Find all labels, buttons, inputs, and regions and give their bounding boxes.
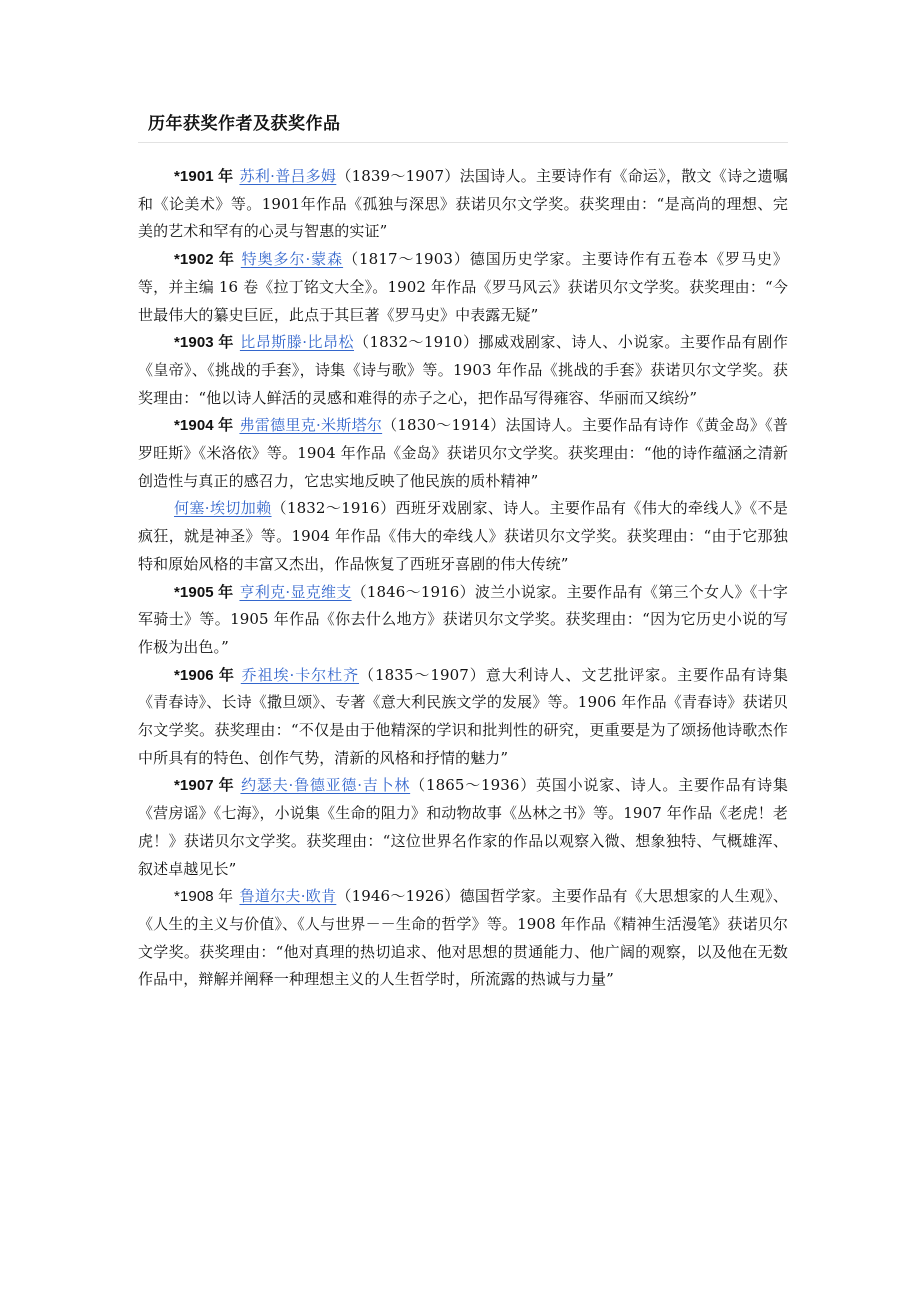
entry-text: （1832～1916）西班牙戏剧家、诗人。主要作品有《伟大的牵线人》《不是疯狂，就是神圣》等。1904 年作品《伟大的牵线人》获诺贝尔文学奖。获奖理由：“由于它那独特和原始风格的丰富又杰出，作品恢复了西班牙喜剧的伟大传统” <box>138 499 788 573</box>
laureate-list <box>138 163 788 994</box>
entry-year: *1905 年 <box>174 583 234 601</box>
laureate-entry-1904 <box>138 412 788 495</box>
entry-text: （1946～1926）德国哲学家。主要作品有《大思想家的人生观》、《人生的主义与价值》、《人与世界－－生命的哲学》等。1908 年作品《精神生活漫笔》获诺贝尔文学奖。获奖理由：“他对真理的热切追求、他对思想的贯通能力、他广阔的观察，以及他在无数作品中，辩解并阐释一种理想主义的人生哲学时，所流露的热诚与力量” <box>138 887 789 989</box>
entry-text: （1832～1910）挪威戏剧家、诗人、小说家。主要作品有剧作《皇帝》、《挑战的手套》，诗集《诗与歌》等。1903 年作品《挑战的手套》获诺贝尔文学奖。获奖理由：“他以诗人鲜活的灵感和难得的赤子之心，把作品写得雍容、华丽而又缤纷” <box>138 333 788 407</box>
entry-year: *1901 年 <box>174 168 234 185</box>
entry-text: （1846～1916）波兰小说家。主要作品有《第三个女人》《十字军骑士》等。1905 年作品《你去什么地方》获诺贝尔文学奖。获奖理由：“因为它历史小说的写作极为出色。” <box>138 582 788 656</box>
author-link[interactable]: 乔祖埃·卡尔杜齐 <box>240 665 360 684</box>
author-link[interactable]: 何塞·埃切加赖 <box>174 499 272 518</box>
entry-year: *1906 年 <box>174 666 235 684</box>
author-link[interactable]: 亨利克·显克维支 <box>239 582 352 601</box>
laureate-entry-1906 <box>138 662 788 773</box>
author-link[interactable]: 弗雷德里克·米斯塔尔 <box>239 416 383 435</box>
entry-year: *1904 年 <box>174 417 234 435</box>
entry-text: （1835～1907）意大利诗人、文艺批评家。主要作品有诗集《青春诗》、长诗《撒旦颂》、专著《意大利民族文学的发展》等。1906 年作品《青春诗》获诺贝尔文学奖。获奖理由：“不仅是由于他精深的学识和批判性的研究，更重要是为了颂扬他诗歌杰作中所具有的特色、创作气势，清新的风格和抒情的魅力” <box>138 665 788 767</box>
author-link[interactable]: 特奥多尔·蒙森 <box>240 250 344 269</box>
entry-text: （1839～1907）法国诗人。主要诗作有《命运》，散文《诗之遗嘱和《论美术》等。1901年作品《孤独与深思》获诺贝尔文学奖。获奖理由：“是高尚的理想、完美的艺术和罕有的心灵与智惠的实证” <box>138 167 789 241</box>
heading-divider <box>138 142 788 143</box>
author-link[interactable]: 鲁道尔夫·欧肯 <box>239 887 337 906</box>
entry-year: *1908 年 <box>174 888 234 906</box>
entry-year: *1903 年 <box>174 334 234 352</box>
laureate-entry-1907 <box>138 772 788 883</box>
laureate-entry-1904-second <box>138 495 788 578</box>
laureate-entry-1902 <box>138 246 788 329</box>
page-heading: 历年获奖作者及获奖作品 <box>148 114 341 134</box>
entry-text: （1865～1936）英国小说家、诗人。主要作品有诗集《营房谣》《七海》，小说集《生命的阻力》和动物故事《丛林之书》等。1907 年作品《老虎！老虎！》获诺贝尔文学奖。获奖理由：“这位世界名作家的作品以观察入微、想象独特、气概雄浑、叙述卓越见长” <box>138 776 788 878</box>
entry-year: *1907 年 <box>174 777 235 795</box>
entry-text: （1817～1903）德国历史学家。主要诗作有五卷本《罗马史》等，并主编 16 卷《拉丁铭文大全》。1902 年作品《罗马风云》获诺贝尔文学奖。获奖理由：“今世最伟大的纂史巨匠，此点于其巨著《罗马史》中表露无疑” <box>138 250 788 324</box>
entry-text: （1830～1914）法国诗人。主要作品有诗作《黄金岛》《普罗旺斯》《米洛依》等。1904 年作品《金岛》获诺贝尔文学奖。获奖理由：“他的诗作蕴涵之清新创造性与真正的感召力，它忠实地反映了他民族的质朴精神” <box>138 416 789 490</box>
laureate-entry-1905 <box>138 579 788 662</box>
entry-year: *1902 年 <box>174 251 235 269</box>
laureate-entry-1903 <box>138 329 788 412</box>
laureate-entry-1908 <box>138 883 788 994</box>
document-page <box>138 0 788 994</box>
author-link[interactable]: 约瑟夫·鲁德亚德·吉卜林 <box>240 776 411 795</box>
author-link[interactable]: 比昂斯滕·比昂松 <box>239 333 355 352</box>
laureate-entry-1901 <box>138 163 788 246</box>
author-link[interactable]: 苏利·普吕多姆 <box>239 167 337 185</box>
